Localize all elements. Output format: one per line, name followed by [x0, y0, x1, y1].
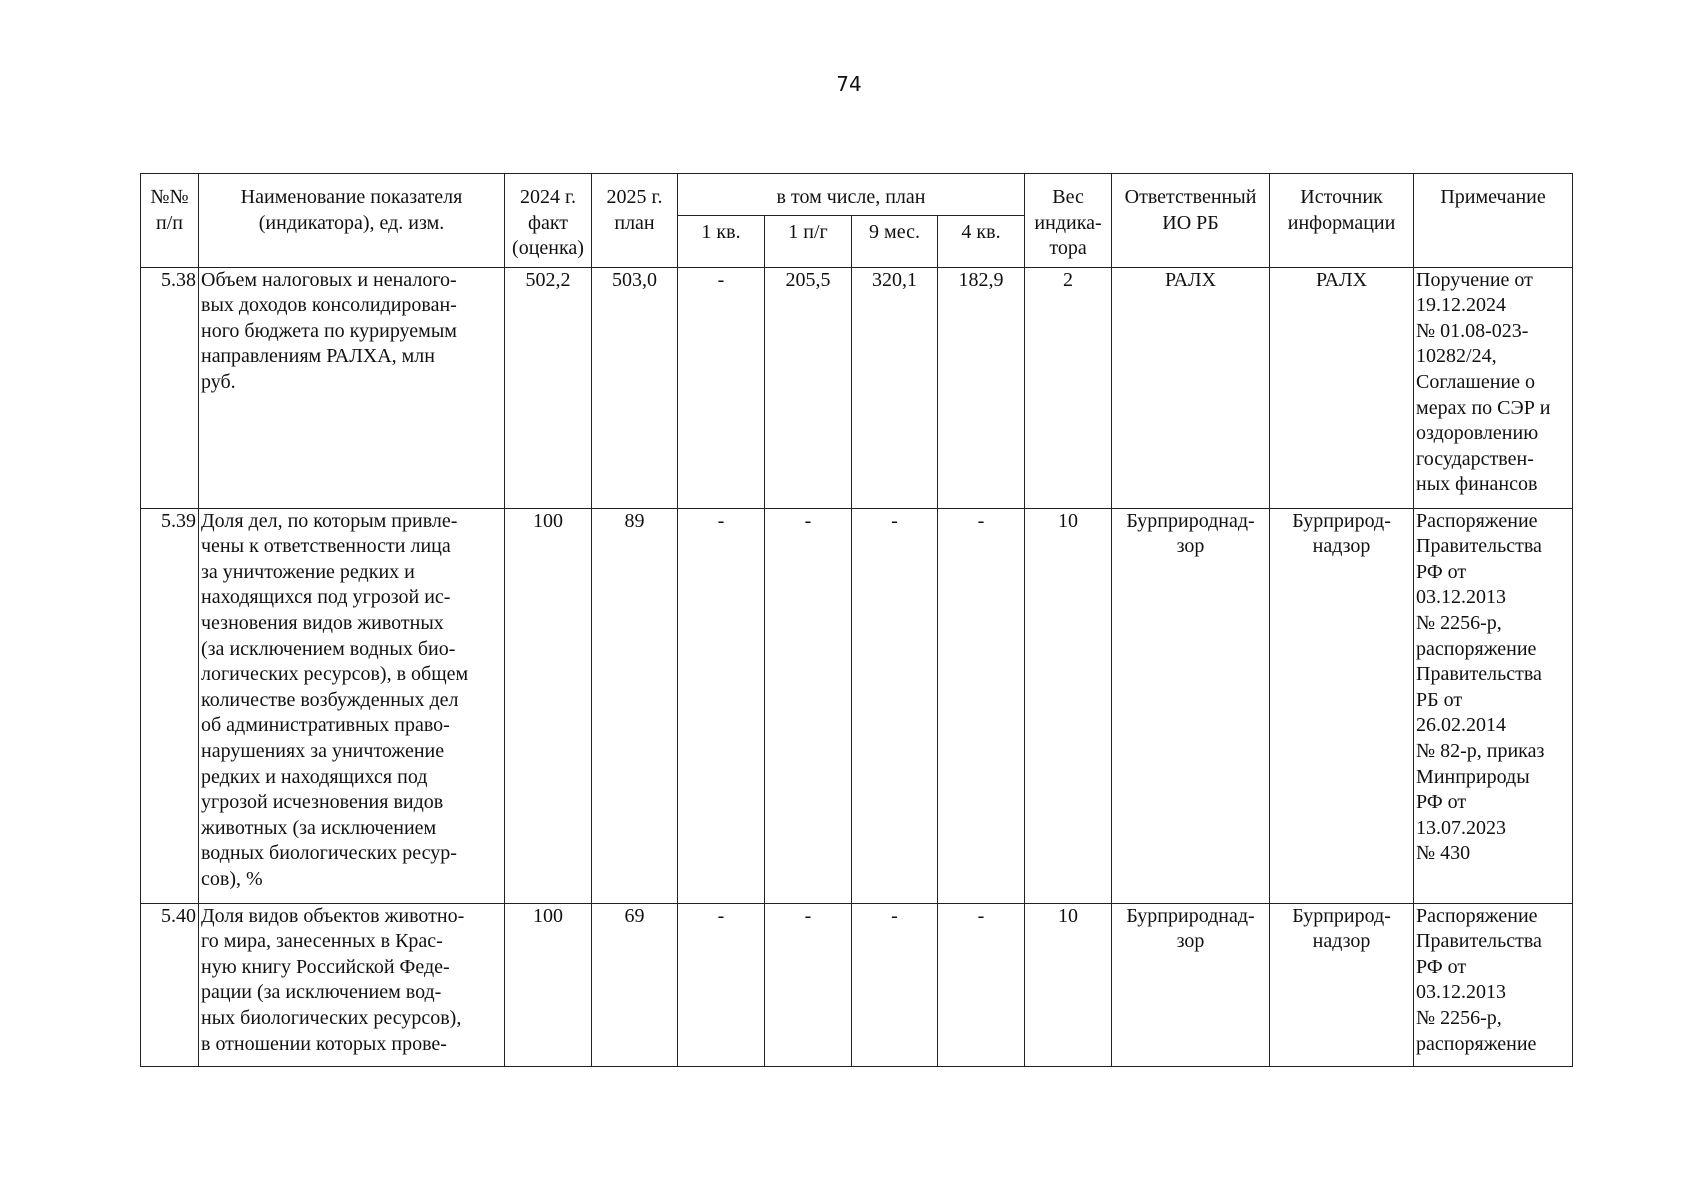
- row-number: 5.38: [141, 267, 199, 508]
- header-9m: 9 мес.: [852, 215, 938, 267]
- responsible-org: РАЛХ: [1112, 267, 1270, 508]
- header-2025: 2025 г. план: [592, 174, 678, 268]
- responsible-org: Бурприроднад- зор: [1112, 508, 1270, 903]
- value-weight: 10: [1025, 903, 1112, 1066]
- value-h1: 205,5: [765, 267, 852, 508]
- header-h1: 1 п/г: [765, 215, 852, 267]
- row-number: 5.40: [141, 903, 199, 1066]
- value-9m: -: [852, 508, 938, 903]
- header-num: №№ п/п: [141, 174, 199, 268]
- value-q4: -: [938, 508, 1025, 903]
- header-source: Источник информации: [1270, 174, 1414, 268]
- header-name: Наименование показателя (индикатора), ед. изм.: [199, 174, 505, 268]
- value-h1: -: [765, 903, 852, 1066]
- indicator-name: Объем налоговых и неналого- вых доходов консолидирован- ного бюджета по курируемым направлениям РАЛХА, млн руб.: [199, 267, 505, 508]
- info-source: Бурприрод- надзор: [1270, 903, 1414, 1066]
- value-q4: 182,9: [938, 267, 1025, 508]
- value-9m: 320,1: [852, 267, 938, 508]
- value-h1: -: [765, 508, 852, 903]
- info-source: РАЛХ: [1270, 267, 1414, 508]
- row-number: 5.39: [141, 508, 199, 903]
- note: Поручение от 19.12.2024 № 01.08-023- 10282/24, Соглашение о мерах по СЭР и оздоровлению государствен- ных финансов: [1414, 267, 1573, 508]
- value-q1: -: [678, 267, 765, 508]
- value-2024: 100: [505, 903, 592, 1066]
- indicator-name: Доля видов объектов животно- го мира, занесенных в Крас- ную книгу Российской Феде- рации (за исключением вод- ных биологических ресурсов), в отношении которых прове-: [199, 903, 505, 1066]
- value-2025: 69: [592, 903, 678, 1066]
- indicator-name: Доля дел, по которым привле- чены к ответственности лица за уничтожение редких и находящихся под угрозой ис- чезновения видов животных (за исключением водных био- логических ресурсов), в общем количестве возбужденных дел об административных право- нарушениях за уничтожение редких и находящихся под угрозой исчезновения видов животных (за исключением водных биологических ресур- сов), %: [199, 508, 505, 903]
- table-row: [141, 903, 1573, 1066]
- value-9m: -: [852, 903, 938, 1066]
- page-number: 74: [836, 72, 862, 96]
- value-2024: 100: [505, 508, 592, 903]
- header-including-plan: в том числе, план: [678, 174, 1025, 216]
- info-source: Бурприрод- надзор: [1270, 508, 1414, 903]
- value-2024: 502,2: [505, 267, 592, 508]
- table-header: [141, 174, 1573, 268]
- value-weight: 2: [1025, 267, 1112, 508]
- header-weight: Вес индика- тора: [1025, 174, 1112, 268]
- value-q1: -: [678, 903, 765, 1066]
- value-weight: 10: [1025, 508, 1112, 903]
- table-row: [141, 508, 1573, 903]
- header-2024: 2024 г. факт (оценка): [505, 174, 592, 268]
- header-q1: 1 кв.: [678, 215, 765, 267]
- note: Распоряжение Правительства РФ от 03.12.2013 № 2256-р, распоряжение: [1414, 903, 1573, 1066]
- header-responsible: Ответственный ИО РБ: [1112, 174, 1270, 268]
- header-note: Примечание: [1414, 174, 1573, 268]
- note: Распоряжение Правительства РФ от 03.12.2013 № 2256-р, распоряжение Правительства РБ от 26.02.2014 № 82-р, приказ Минприроды РФ от 13.07.2023 № 430: [1414, 508, 1573, 903]
- indicators-table: [140, 173, 1573, 1067]
- responsible-org: Бурприроднад- зор: [1112, 903, 1270, 1066]
- value-q4: -: [938, 903, 1025, 1066]
- header-q4: 4 кв.: [938, 215, 1025, 267]
- value-2025: 503,0: [592, 267, 678, 508]
- value-q1: -: [678, 508, 765, 903]
- table-row: [141, 267, 1573, 508]
- value-2025: 89: [592, 508, 678, 903]
